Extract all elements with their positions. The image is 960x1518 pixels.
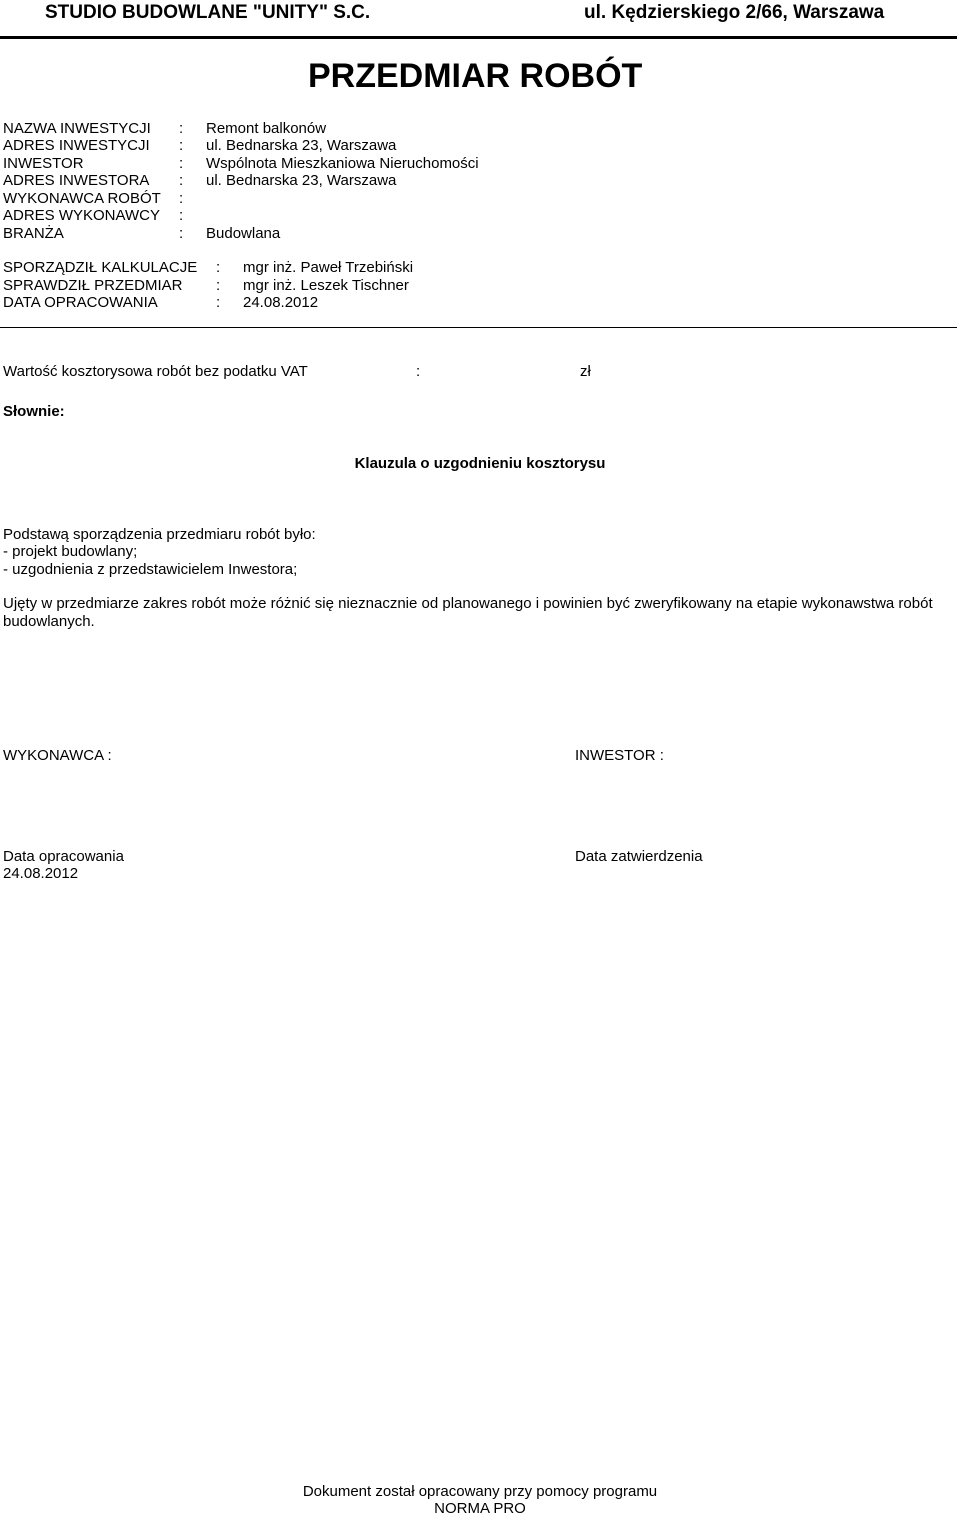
cost-label: Wartość kosztorysowa robót bez podatku VAT: [3, 363, 308, 380]
company-address: ul. Kędzierskiego 2/66, Warszawa: [584, 2, 885, 23]
contractor-colon: :: [179, 190, 184, 207]
basis-item: - uzgodnienia z przedstawicielem Inwestora;: [3, 561, 298, 578]
footer-program: NORMA PRO: [434, 1500, 526, 1517]
contractor-label: WYKONAWCA ROBÓT: [3, 190, 161, 207]
section-rule: [0, 327, 957, 328]
investment-address-value: ul. Bednarska 23, Warszawa: [206, 137, 397, 154]
cost-currency: zł: [580, 363, 591, 380]
prepared-by-label: SPORZĄDZIŁ KALKULACJE: [3, 259, 198, 276]
investment-address-label: ADRES INWESTYCJI: [3, 137, 150, 154]
prepared-date-value: 24.08.2012: [3, 865, 79, 882]
contractor-address-colon: :: [179, 207, 184, 224]
basis-item: - projekt budowlany;: [3, 543, 138, 560]
investor-value: Wspólnota Mieszkaniowa Nieruchomości: [206, 155, 479, 172]
investment-name-value: Remont balkonów: [206, 120, 327, 137]
contractor-signature-label: WYKONAWCA :: [3, 747, 112, 764]
approved-date-label: Data zatwierdzenia: [575, 848, 703, 865]
investor-label: INWESTOR: [3, 155, 84, 172]
checked-by-value: mgr inż. Leszek Tischner: [243, 277, 409, 294]
footer-note: Dokument został opracowany przy pomocy programu: [302, 1483, 658, 1500]
clause-heading: Klauzula o uzgodnieniu kosztorysu: [354, 455, 606, 472]
page-title: PRZEDMIAR ROBÓT: [308, 57, 643, 95]
preparation-date-colon: :: [216, 294, 221, 311]
investment-name-label: NAZWA INWESTYCJI: [3, 120, 151, 137]
industry-value: Budowlana: [206, 225, 281, 242]
investor-signature-label: INWESTOR :: [575, 747, 664, 764]
prepared-date-label: Data opracowania: [3, 848, 124, 865]
words-label: Słownie:: [3, 403, 65, 420]
cost-colon: :: [416, 363, 421, 380]
checked-by-colon: :: [216, 277, 221, 294]
investment-address-colon: :: [179, 137, 184, 154]
contractor-address-label: ADRES WYKONAWCY: [3, 207, 160, 224]
scope-note: Ujęty w przedmiarze zakres robót może różnić się nieznacznie od planowanego i powinien być zweryfikowany na etapie wykonawstwa robót budowlanych.: [3, 595, 933, 630]
checked-by-label: SPRAWDZIŁ PRZEDMIAR: [3, 277, 183, 294]
prepared-by-colon: :: [216, 259, 221, 276]
preparation-date-label: DATA OPRACOWANIA: [3, 294, 158, 311]
investment-name-colon: :: [179, 120, 184, 137]
basis-intro: Podstawą sporządzenia przedmiaru robót było:: [3, 526, 316, 543]
company-name: STUDIO BUDOWLANE "UNITY" S.C.: [45, 2, 371, 23]
industry-label: BRANŻA: [3, 225, 64, 242]
investor-address-colon: :: [179, 172, 184, 189]
header-rule: [0, 36, 957, 39]
preparation-date-value: 24.08.2012: [243, 294, 319, 311]
prepared-by-value: mgr inż. Paweł Trzebiński: [243, 259, 414, 276]
industry-colon: :: [179, 225, 184, 242]
investor-colon: :: [179, 155, 184, 172]
investor-address-value: ul. Bednarska 23, Warszawa: [206, 172, 397, 189]
investor-address-label: ADRES INWESTORA: [3, 172, 150, 189]
